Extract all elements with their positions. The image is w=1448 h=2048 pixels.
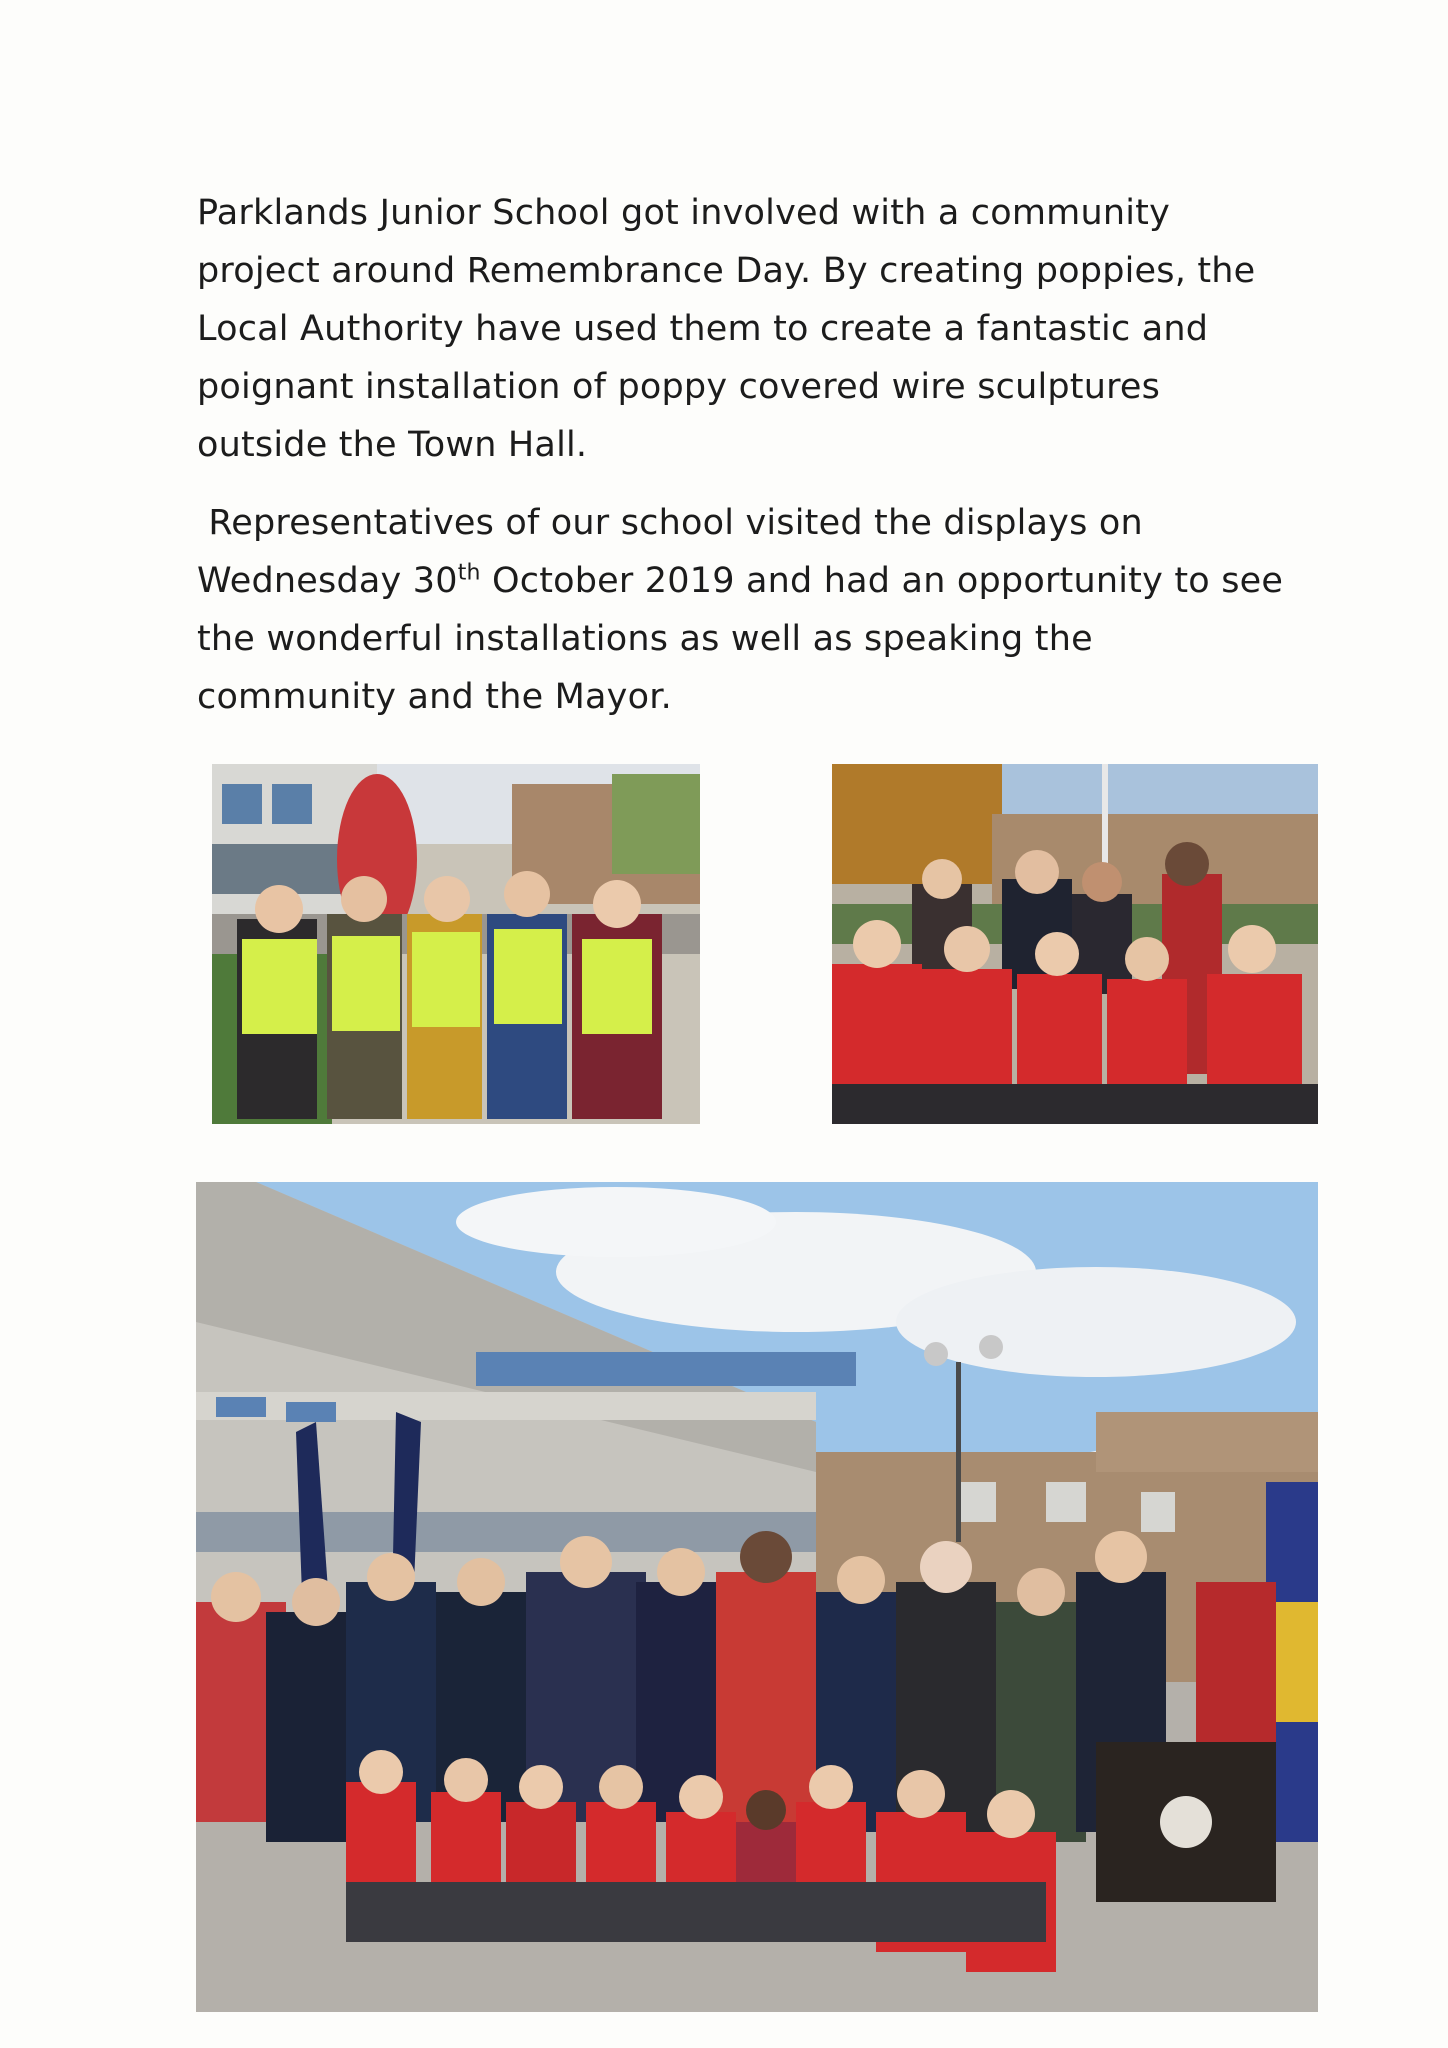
visit-line-rest: October 2019 and had an opportunity to see: [480, 561, 1284, 601]
visit-line: Representatives of our school visited the displays on: [197, 503, 1143, 543]
visit-line: [197, 552, 1337, 610]
visit-paragraph: [197, 494, 1337, 726]
photo-group-town-hall: [196, 1182, 1318, 2012]
intro-paragraph: [197, 184, 1337, 474]
intro-line: project around Remembrance Day. By creating poppies, the: [197, 251, 1256, 291]
intro-line: Parklands Junior School got involved with a community: [197, 193, 1170, 233]
visit-line: community and the Mayor.: [197, 677, 672, 717]
intro-line: poignant installation of poppy covered wire sculptures: [197, 367, 1161, 407]
photo-pupils-hivis: [212, 764, 700, 1124]
photo-pupils-dignitaries: [832, 764, 1318, 1124]
intro-line: Local Authority have used them to create a fantastic and: [197, 309, 1209, 349]
photo-pupils-hivis-image: [212, 764, 700, 1124]
visit-date-text: Wednesday 30: [197, 561, 458, 601]
photo-group-town-hall-image: [196, 1182, 1318, 2012]
visit-line: the wonderful installations as well as speaking the: [197, 619, 1093, 659]
photo-pupils-dignitaries-image: [832, 764, 1318, 1124]
date-ordinal-suffix: th: [457, 560, 481, 586]
intro-line: outside the Town Hall.: [197, 425, 588, 465]
